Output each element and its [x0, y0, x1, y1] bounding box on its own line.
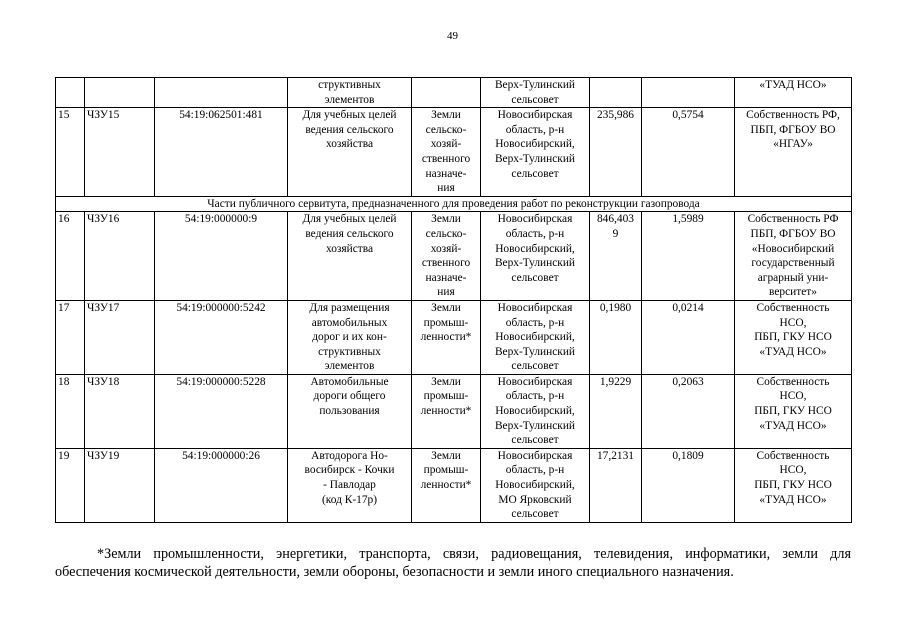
section-title: Части публичного сервитута, предназначенного для проведения работ по реконструкции газопровода [56, 196, 852, 212]
cell-owner: Собственность НСО, ПБП, ГКУ НСО «ТУАД НСО» [735, 448, 852, 522]
cell-area1: 846,403 9 [590, 212, 642, 301]
section-row [56, 196, 852, 212]
cell-area1: 17,2131 [590, 448, 642, 522]
table-row [56, 448, 852, 522]
cell-location: Новосибирская область, р-н Новосибирский, Верх-Тулинский сельсовет [481, 212, 590, 301]
cell-area1: 235,986 [590, 108, 642, 197]
table-row-continuation [56, 78, 852, 108]
cell-purpose: Автодорога Но- восибирск - Кочки - Павлодар (код К-17р) [288, 448, 412, 522]
cell-cadastral: 54:19:000000:26 [155, 448, 288, 522]
cell-area1: 1,9229 [590, 374, 642, 448]
cell-num [56, 78, 85, 108]
cell-cadastral [155, 78, 288, 108]
cell-area2: 1,5989 [642, 212, 735, 301]
cell-owner: Собственность РФ, ПБП, ФГБОУ ВО «НГАУ» [735, 108, 852, 197]
cell-owner: Собственность НСО, ПБП, ГКУ НСО «ТУАД НСО» [735, 374, 852, 448]
cell-area1 [590, 78, 642, 108]
cell-code: ЧЗУ15 [85, 108, 155, 197]
cell-num: 19 [56, 448, 85, 522]
cell-category: Земли промыш- ленности* [412, 448, 481, 522]
cell-num: 18 [56, 374, 85, 448]
cell-category: Земли промыш- ленности* [412, 300, 481, 374]
table-row [56, 374, 852, 448]
land-plots-table [55, 77, 852, 523]
cell-location: Новосибирская область, р-н Новосибирский, Верх-Тулинский сельсовет [481, 300, 590, 374]
cell-code: ЧЗУ17 [85, 300, 155, 374]
cell-purpose: Для учебных целей ведения сельского хозяйства [288, 108, 412, 197]
cell-purpose: Для размещения автомобильных дорог и их кон- структивных элементов [288, 300, 412, 374]
cell-area1: 0,1980 [590, 300, 642, 374]
cell-purpose: Автомобильные дороги общего пользования [288, 374, 412, 448]
cell-cadastral: 54:19:062501:481 [155, 108, 288, 197]
cell-code [85, 78, 155, 108]
cell-num: 17 [56, 300, 85, 374]
cell-area2 [642, 78, 735, 108]
cell-code: ЧЗУ16 [85, 212, 155, 301]
cell-num: 15 [56, 108, 85, 197]
table-row [56, 108, 852, 197]
cell-category [412, 78, 481, 108]
table-row [56, 300, 852, 374]
cell-location: Верх-Тулинский сельсовет [481, 78, 590, 108]
cell-owner: «ТУАД НСО» [735, 78, 852, 108]
cell-location: Новосибирская область, р-н Новосибирский, Верх-Тулинский сельсовет [481, 108, 590, 197]
cell-area2: 0,5754 [642, 108, 735, 197]
cell-category: Земли сельско- хозяй- ственного назначе- ния [412, 212, 481, 301]
cell-area2: 0,0214 [642, 300, 735, 374]
table-row [56, 212, 852, 301]
cell-cadastral: 54:19:000000:5228 [155, 374, 288, 448]
footnote: *Земли промышленности, энергетики, транспорта, связи, радиовещания, телевидения, информатики, земли для обеспечения космической деятельности, земли обороны, безопасности и земли иного специального назначения. [55, 546, 851, 580]
cell-location: Новосибирская область, р-н Новосибирский, Верх-Тулинский сельсовет [481, 374, 590, 448]
cell-area2: 0,2063 [642, 374, 735, 448]
cell-purpose: Для учебных целей ведения сельского хозяйства [288, 212, 412, 301]
cell-owner: Собственность РФ ПБП, ФГБОУ ВО «Новосибирский государственный аграрный уни- верситет» [735, 212, 852, 301]
cell-cadastral: 54:19:000000:5242 [155, 300, 288, 374]
cell-num: 16 [56, 212, 85, 301]
page-number: 49 [447, 30, 458, 42]
cell-category: Земли промыш- ленности* [412, 374, 481, 448]
cell-code: ЧЗУ19 [85, 448, 155, 522]
cell-owner: Собственность НСО, ПБП, ГКУ НСО «ТУАД НСО» [735, 300, 852, 374]
cell-cadastral: 54:19:000000:9 [155, 212, 288, 301]
cell-location: Новосибирская область, р-н Новосибирский, МО Ярковский сельсовет [481, 448, 590, 522]
cell-purpose: структивных элементов [288, 78, 412, 108]
cell-category: Земли сельско- хозяй- ственного назначе- ния [412, 108, 481, 197]
cell-code: ЧЗУ18 [85, 374, 155, 448]
cell-area2: 0,1809 [642, 448, 735, 522]
